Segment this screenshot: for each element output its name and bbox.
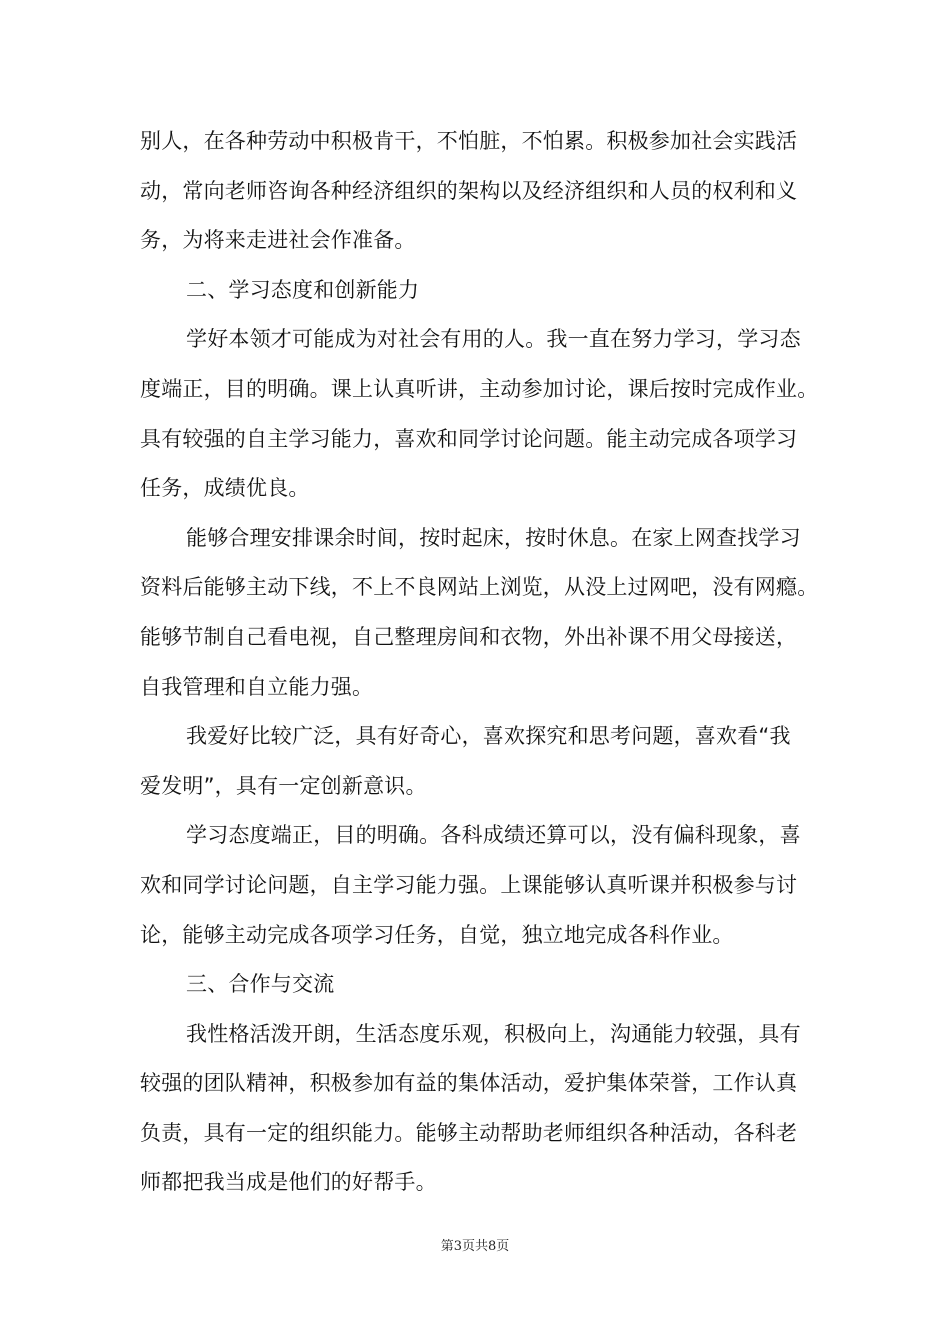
document-body [140,117,840,1208]
text-line: 别人，在各种劳动中积极肯干，不怕脏，不怕累。积极参加社会实践活 [140,129,798,153]
paragraph [140,712,840,811]
text-line: 三、合作与交流 [186,972,335,997]
text-line: 二、学习态度和创新能力 [186,277,420,302]
text-line: 较强的团队精神，积极参加有益的集体活动，爱护集体荣誉，工作认真 [140,1071,798,1096]
text-line: 爱发明”，具有一定创新意识。 [140,773,427,798]
text-line: 欢和同学讨论问题，自主学习能力强。上课能够认真听课并积极参与讨 [140,872,798,897]
paragraph [140,811,840,960]
text-line: 我爱好比较广泛，具有好奇心，喜欢探究和思考问题，喜欢看“我 [186,724,791,749]
text-line: 务，为将来走进社会作准备。 [140,228,416,253]
text-line: 度端正，目的明确。课上认真听讲，主动参加讨论，课后按时完成作业。 [140,376,819,401]
text-line: 师都把我当成是他们的好帮手。 [140,1170,437,1195]
paragraph [140,266,840,316]
text-line: 学好本领才可能成为对社会有用的人。我一直在努力学习，学习态 [186,327,801,352]
text-line: 能够合理安排课余时间，按时起床，按时休息。在家上网查找学习 [186,525,801,550]
text-line: 资料后能够主动下线，不上不良网站上浏览，从没上过网吧，没有网瘾。 [140,575,819,600]
text-line: 自我管理和自立能力强。 [140,674,374,699]
text-line: 论，能够主动完成各项学习任务，自觉，独立地完成各科作业。 [140,922,734,947]
paragraph [140,1010,840,1208]
text-line: 任务，成绩优良。 [140,476,310,501]
page-number: 第3页共8页 [440,1239,510,1254]
text-line: 动，常向老师咨询各种经济组织的架构以及经济组织和人员的权利和义 [140,178,798,203]
text-line: 学习态度端正，目的明确。各科成绩还算可以，没有偏科现象，喜 [186,823,801,848]
text-line: 我性格活泼开朗，生活态度乐观，积极向上，沟通能力较强，具有 [186,1021,801,1046]
paragraph [140,514,840,712]
paragraph [140,315,840,513]
text-line: 具有较强的自主学习能力，喜欢和同学讨论问题。能主动完成各项学习 [140,426,798,451]
text-line: 能够节制自己看电视，自己整理房间和衣物，外出补课不用父母接送， [140,624,798,649]
text-line: 负责，具有一定的组织能力。能够主动帮助老师组织各种活动，各科老 [140,1120,798,1145]
paragraph [140,960,840,1010]
paragraph [140,117,840,266]
